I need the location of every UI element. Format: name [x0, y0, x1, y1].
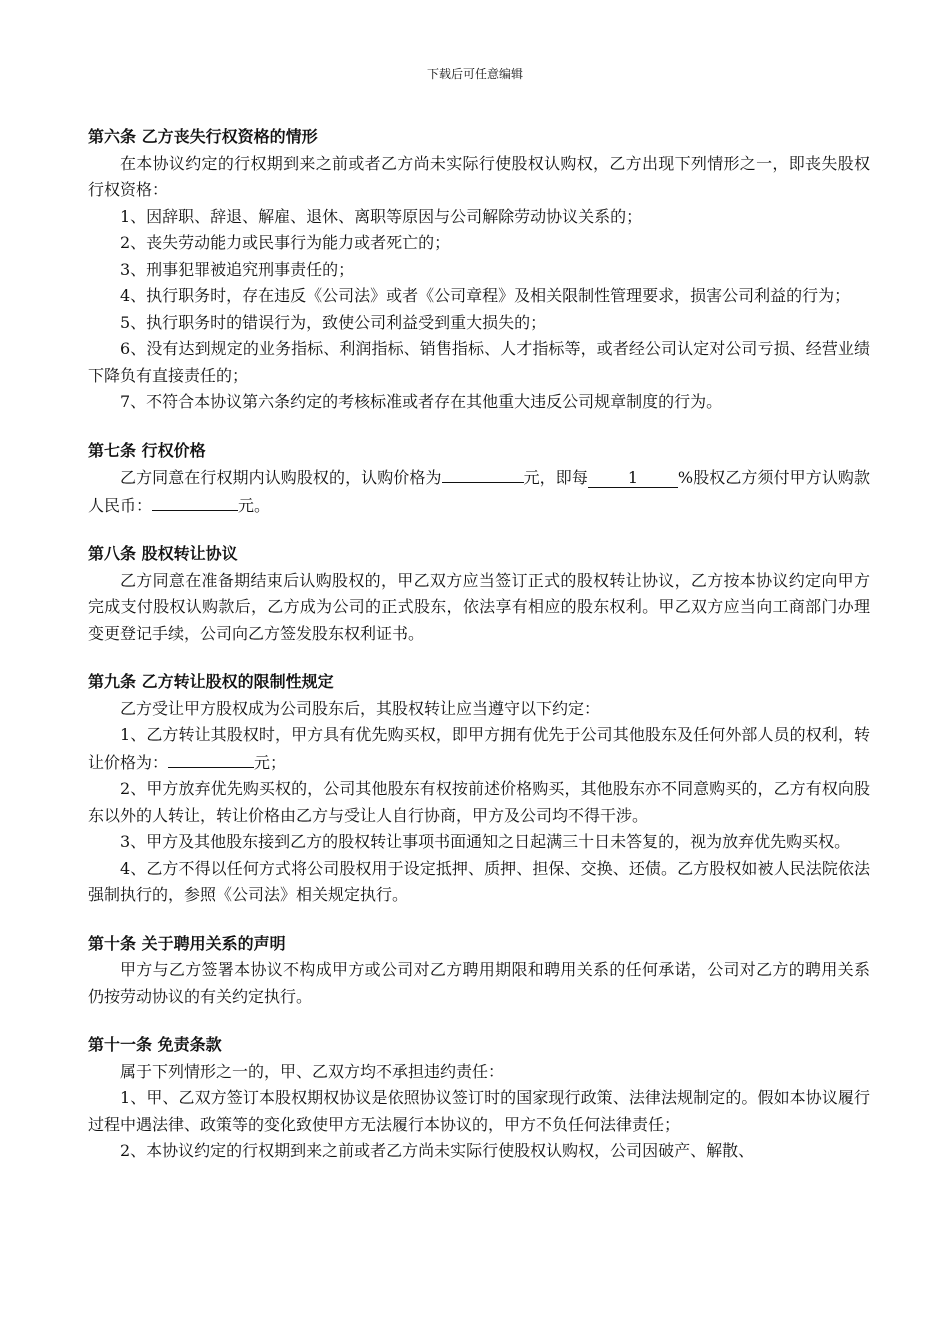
- amount-blank[interactable]: [152, 492, 238, 511]
- article-7-part-4: %股权乙方须付甲方认购款人民币：: [88, 468, 870, 515]
- article-6-item-4: 4、执行职务时，存在违反《公司法》或者《公司章程》及相关限制性管理要求，损害公司利益的行为；: [120, 286, 851, 305]
- article-9-intro: 乙方受让甲方股权成为公司股东后，其股权转让应当遵守以下约定：: [120, 698, 601, 718]
- article-6-title: 第六条 乙方丧失行权资格的情形: [88, 127, 318, 146]
- page-header: 下载后可任意编辑: [426, 67, 523, 81]
- article-6-item-6: 6、没有达到规定的业务指标、利润指标、销售指标、人才指标等，或者经公司认定对公司亏损、经营业绩下降负有直接责任的；: [88, 339, 870, 385]
- article-9-item-1: [88, 722, 870, 776]
- article-6-item-3: 3、刑事犯罪被追究刑事责任的；: [120, 259, 355, 279]
- article-11-title: 第十一条 免责条款: [88, 1035, 222, 1054]
- article-6-item-1: 1、因辞职、辞退、解雇、退休、离职等原因与公司解除劳动协议关系的；: [120, 206, 643, 226]
- article-11-item-2: 2、本协议约定的行权期到来之前或者乙方尚未实际行使股权认购权，公司因破产、解散、: [120, 1141, 755, 1160]
- transfer-price-blank[interactable]: [168, 749, 254, 768]
- article-6-intro: 在本协议约定的行权期到来之前或者乙方尚未实际行使股权认购权，乙方出现下列情形之一，即丧失股权行权资格：: [88, 153, 870, 199]
- article-6-item-7: 7、不符合本协议第六条约定的考核标准或者存在其他重大违反公司规章制度的行为。: [120, 392, 723, 411]
- article-7-part-5: 元。: [238, 495, 271, 515]
- article-9-item-3: 3、甲方及其他股东接到乙方的股权转让事项书面通知之日起满三十日未答复的，视为放弃优先购买权。: [120, 832, 851, 851]
- article-7-part-2: 元，即每: [523, 468, 588, 487]
- article-9-item-4: 4、乙方不得以任何方式将公司股权用于设定抵押、质押、担保、交换、还债。乙方股权如被人民法院依法强制执行的，参照《公司法》相关规定执行。: [88, 858, 870, 904]
- article-7-title: 第七条 行权价格: [88, 440, 206, 460]
- article-10-text: 甲方与乙方签署本协议不构成甲方或公司对乙方聘用期限和聘用关系的任何承诺，公司对乙方的聘用关系仍按劳动协议的有关约定执行。: [88, 960, 870, 1006]
- article-7-text: [88, 464, 870, 519]
- article-7-part-1: 乙方同意在行权期内认购股权的，认购价格为: [120, 468, 442, 487]
- article-9-item-1-text: 1、乙方转让其股权时，甲方具有优先购买权，即甲方拥有优先于公司其他股东及任何外部人员的权利，转让价格为：: [88, 725, 870, 772]
- article-10-title: 第十条 关于聘用关系的声明: [88, 933, 286, 953]
- article-8-title: 第八条 股权转让协议: [88, 544, 238, 563]
- percent-blank[interactable]: 1: [588, 469, 678, 488]
- article-9-title: 第九条 乙方转让股权的限制性规定: [88, 672, 334, 691]
- article-9-item-2: 2、甲方放弃优先购买权的，公司其他股东有权按前述价格购买，其他股东亦不同意购买的，乙方有权向股东以外的人转让，转让价格由乙方与受让人自行协商，甲方及公司均不得干涉。: [88, 779, 870, 825]
- article-8-text: 乙方同意在准备期结束后认购股权的，甲乙双方应当签订正式的股权转让协议，乙方按本协议约定向甲方完成支付股权认购款后，乙方成为公司的正式股东，依法享有相应的股东权利。甲乙双方应当向工商部门办理变更登记手续，公司向乙方签发股东权利证书。: [88, 570, 870, 643]
- article-9-item-1-suffix: 元；: [254, 752, 287, 772]
- article-6-item-2: 2、丧失劳动能力或民事行为能力或者死亡的；: [120, 233, 451, 252]
- article-11-intro: 属于下列情形之一的，甲、乙双方均不承担违约责任：: [120, 1061, 505, 1081]
- article-11-item-1: 1、甲、乙双方签订本股权期权协议是依照协议签订时的国家现行政策、法律法规制定的。假如本协议履行过程中遇法律、政策等的变化致使甲方无法履行本协议的，甲方不负任何法律责任；: [88, 1088, 870, 1134]
- article-6-item-5: 5、执行职务时的错误行为，致使公司利益受到重大损失的；: [120, 312, 547, 332]
- price-blank[interactable]: [442, 464, 524, 483]
- document-body: [88, 124, 870, 1165]
